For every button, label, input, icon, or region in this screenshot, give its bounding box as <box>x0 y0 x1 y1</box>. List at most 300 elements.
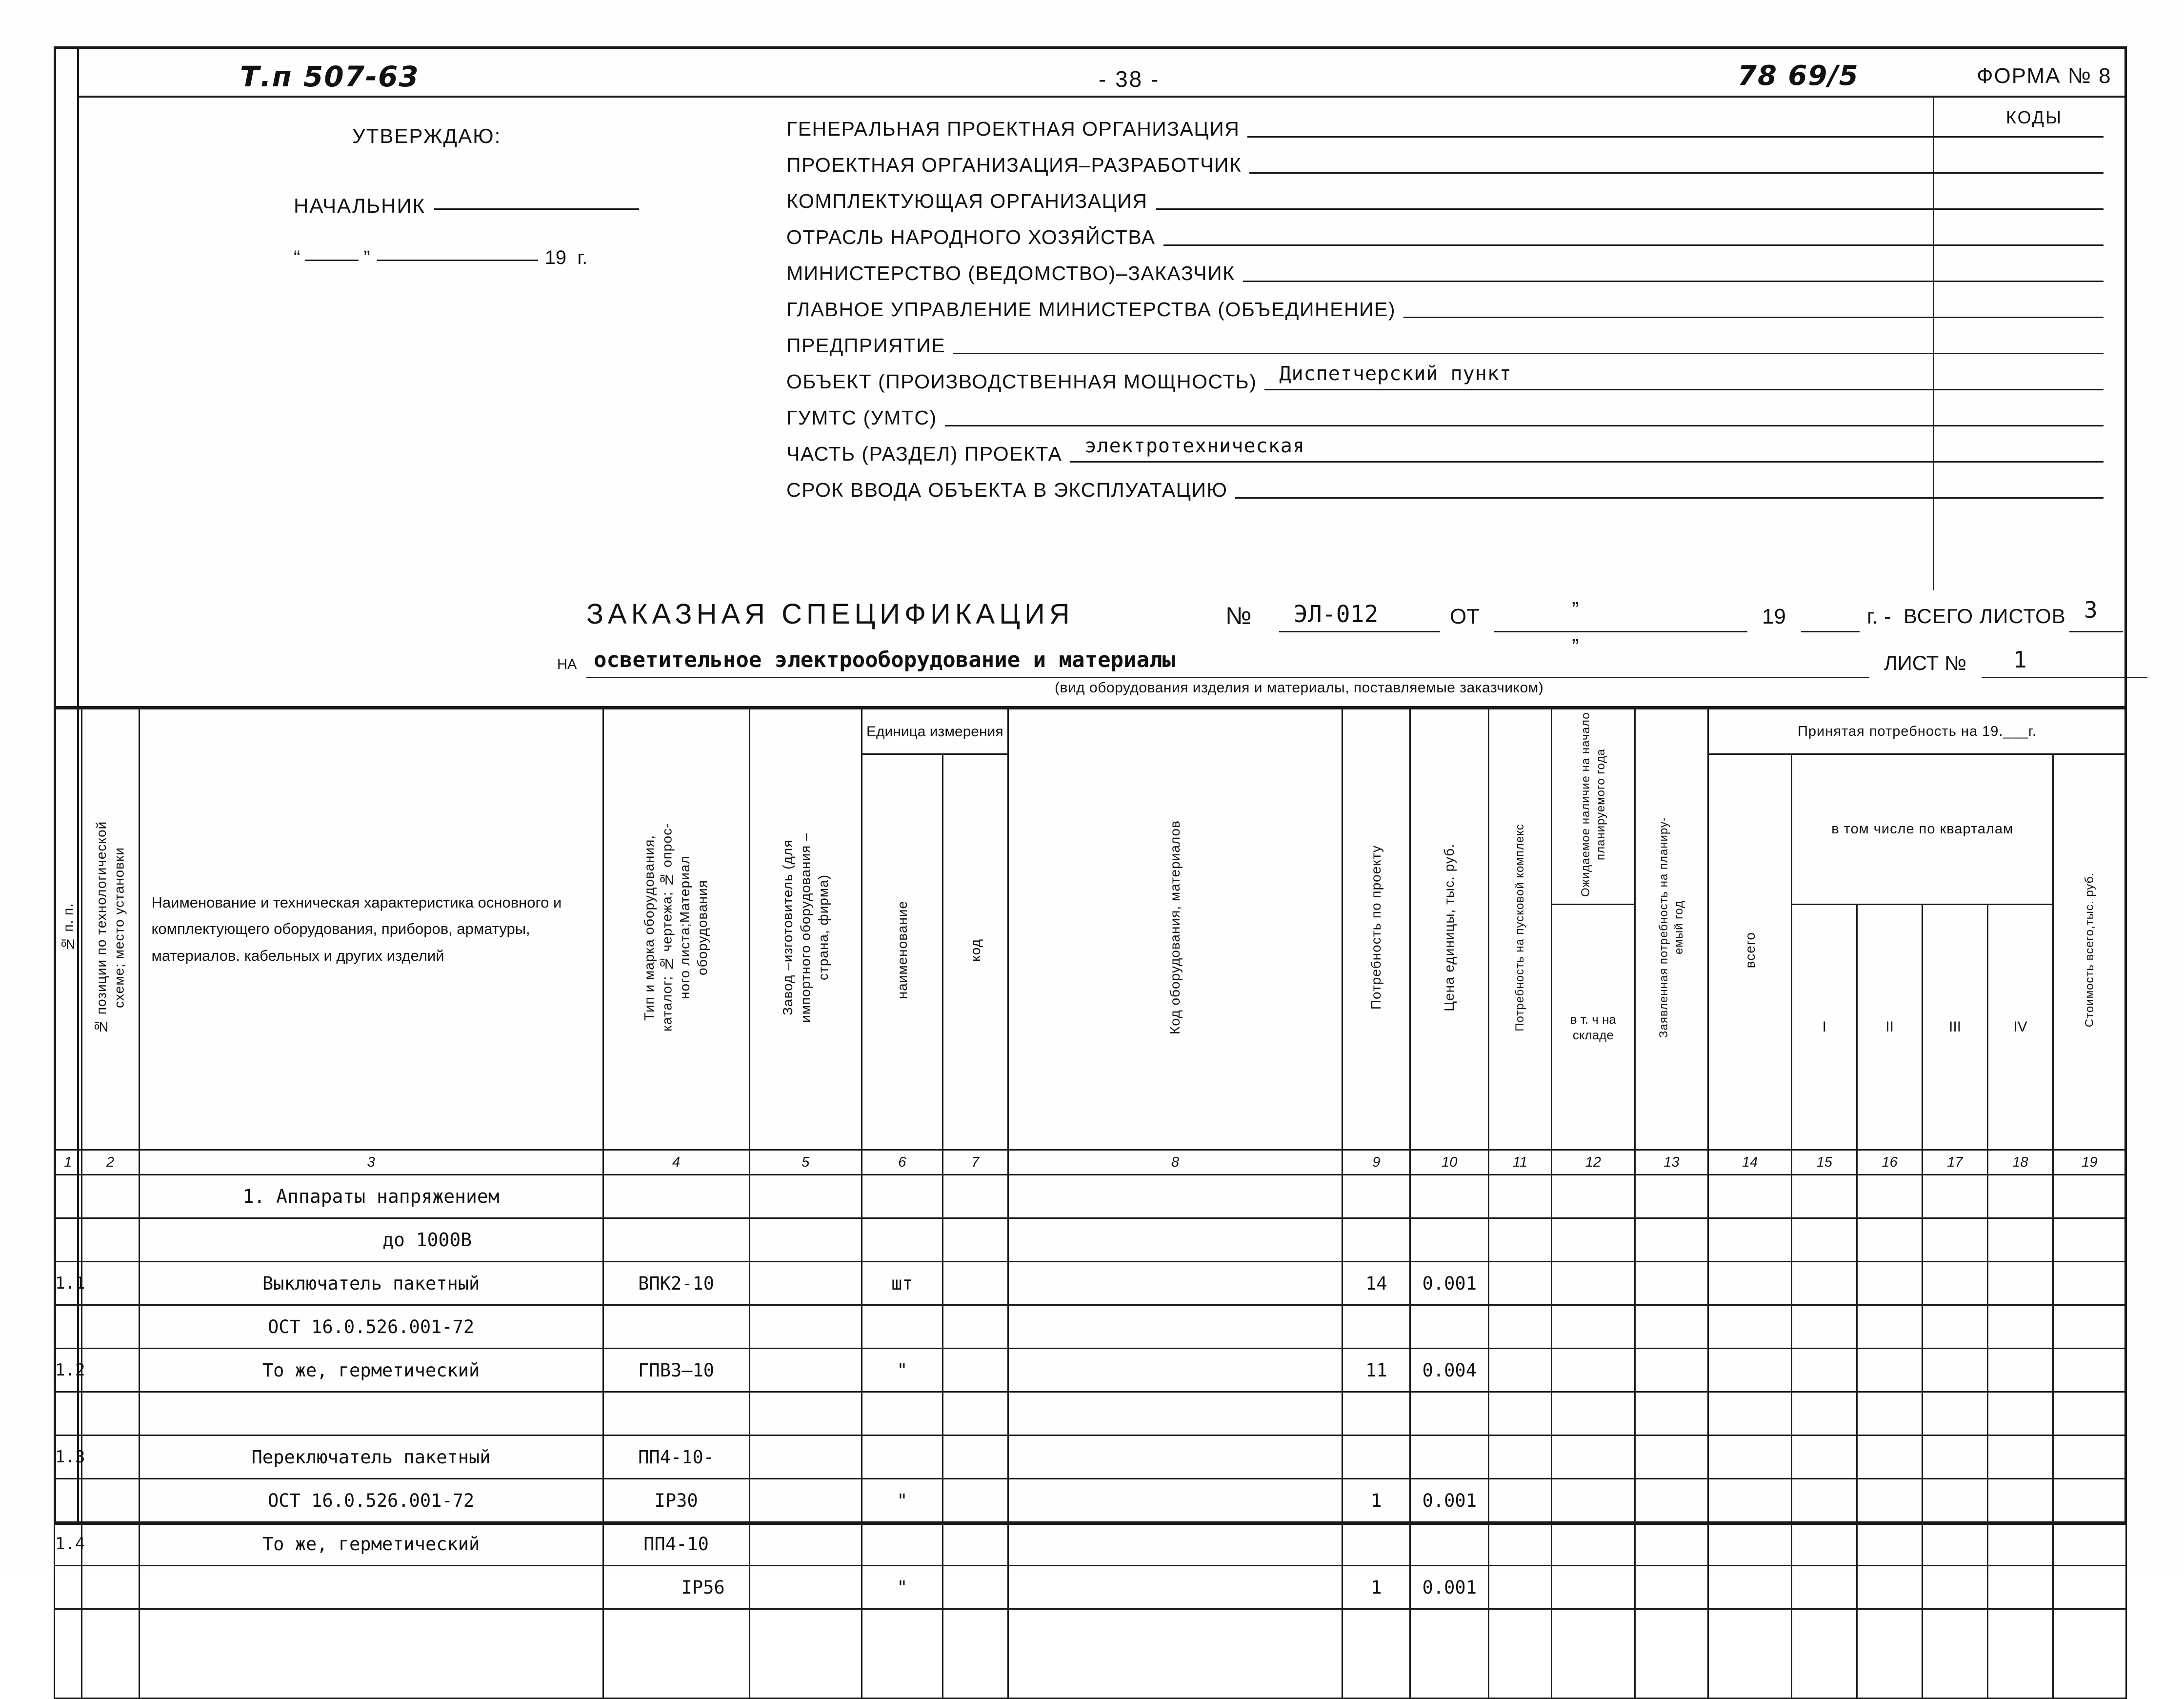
table-row-continuation <box>55 1305 2126 1349</box>
row-name-line2: ОСТ 16.0.526.001-72 <box>139 1479 603 1522</box>
header-col-7: код <box>942 754 1008 1150</box>
q4-cell <box>1988 1479 2053 1522</box>
unit-name-cell <box>862 1609 942 1699</box>
row-type-line2: IP30 <box>603 1479 749 1522</box>
accepted-total-cell <box>1708 1175 1792 1218</box>
startup-need-cell <box>1489 1305 1552 1349</box>
header-quarter-4: IV <box>1988 905 2053 1150</box>
price-cell <box>1410 1609 1489 1699</box>
top-header-row <box>79 46 2127 98</box>
q1-cell <box>1792 1175 1857 1218</box>
page-number: - 38 - <box>1099 66 1160 92</box>
pos-cell <box>81 1262 139 1305</box>
sheet-number-value: 1 <box>2013 647 2027 673</box>
cost-cell <box>2053 1175 2126 1218</box>
q3-cell <box>1923 1349 1988 1392</box>
table-row <box>55 1522 2126 1566</box>
specification-number-value: ЭЛ-012 <box>1294 601 1379 628</box>
org-line-rule[interactable] <box>1249 172 2104 174</box>
expected-stock-cell <box>1551 1436 1635 1479</box>
month-rule <box>377 260 538 261</box>
quote-open: “ <box>294 247 301 268</box>
accepted-total-cell <box>1708 1522 1792 1566</box>
q1-cell <box>1792 1566 1857 1609</box>
section-title-row-2 <box>55 1218 2126 1262</box>
header-quarter-3: III <box>1923 905 1988 1150</box>
row-name-line1: Переключатель пакетный <box>139 1436 603 1479</box>
q3-cell <box>1923 1609 1988 1699</box>
chief-line <box>294 194 699 218</box>
colnum-9: 9 <box>1342 1150 1410 1175</box>
cost-cell <box>2053 1436 2126 1479</box>
table-row <box>55 1262 2126 1305</box>
equipment-code-cell <box>1008 1218 1342 1262</box>
org-line-rule[interactable] <box>1156 208 2104 210</box>
cost-cell <box>2053 1479 2126 1522</box>
expected-stock-cell <box>1551 1349 1635 1392</box>
specification-year: 19 <box>1762 605 1786 628</box>
row-type-line1: ПП4-10- <box>603 1436 749 1479</box>
q2-cell <box>1857 1262 1923 1305</box>
maker-cell <box>749 1436 862 1479</box>
row-qty: 1 <box>1342 1479 1410 1522</box>
name-cell <box>139 1392 603 1436</box>
header-col-10: Цена единицы, тыс. руб. <box>1410 709 1489 1150</box>
header-col-12: Ожидаемое наличие на начало планируемого года <box>1551 709 1635 905</box>
maker-cell <box>749 1218 862 1262</box>
org-line-row <box>786 107 2104 143</box>
declared-need-cell <box>1635 1218 1708 1262</box>
header-col-11: Потребность на пусковой комплекс <box>1489 709 1552 1150</box>
row-type-line2: IP56 <box>603 1566 749 1609</box>
table-row-continuation <box>55 1479 2126 1522</box>
row-name-line1: Выключатель пакетный <box>139 1262 603 1305</box>
q2-cell <box>1857 1522 1923 1566</box>
approval-year: 19 <box>544 247 567 268</box>
unit-name-cell <box>862 1305 942 1349</box>
specification-title-block <box>79 593 2127 705</box>
rownum-cell <box>55 1479 82 1522</box>
row-name-line1: То же, герметический <box>139 1522 603 1566</box>
codes-label: КОДЫ <box>2006 107 2063 127</box>
colnum-13: 13 <box>1635 1150 1708 1175</box>
maker-cell <box>749 1349 862 1392</box>
declared-need-cell <box>1635 1436 1708 1479</box>
q2-cell <box>1857 1566 1923 1609</box>
accepted-total-cell <box>1708 1566 1792 1609</box>
equipment-code-cell <box>1008 1305 1342 1349</box>
startup-need-cell <box>1489 1349 1552 1392</box>
unit-code-cell <box>942 1349 1008 1392</box>
total-sheets-label: ВСЕГО ЛИСТОВ <box>1903 605 2066 627</box>
q3-cell <box>1923 1436 1988 1479</box>
cost-cell <box>2053 1218 2126 1262</box>
q3-cell <box>1923 1522 1988 1566</box>
declared-need-cell <box>1635 1479 1708 1522</box>
rownum-cell <box>55 1566 82 1609</box>
q4-cell <box>1988 1218 2053 1262</box>
qty-cell <box>1342 1175 1410 1218</box>
price-cell <box>1410 1392 1489 1436</box>
row-price: 0.004 <box>1410 1349 1489 1392</box>
maker-cell <box>749 1305 862 1349</box>
header-col-1: № п. п. <box>55 709 82 1150</box>
org-line-label: ОБЪЕКТ (ПРОИЗВОДСТВЕННАЯ МОЩНОСТЬ) <box>786 370 1257 393</box>
specification-year-rule[interactable] <box>1801 631 1860 632</box>
form-number: ФОРМА № 8 <box>1977 64 2112 88</box>
cost-cell <box>2053 1305 2126 1349</box>
unit-code-cell <box>942 1175 1008 1218</box>
org-line-label: КОМПЛЕКТУЮЩАЯ ОРГАНИЗАЦИЯ <box>786 190 1148 212</box>
q3-cell <box>1923 1262 1988 1305</box>
row-number: 1.3 <box>55 1436 82 1479</box>
header-col-8: Код оборудования, материалов <box>1008 709 1342 1150</box>
row-name-line2 <box>139 1566 603 1609</box>
startup-need-cell <box>1489 1522 1552 1566</box>
org-line-rule[interactable] <box>1247 136 2104 138</box>
typical-project-code: Т.п 507-63 <box>240 60 420 93</box>
row-type-line1: ПП4-10 <box>603 1522 749 1566</box>
org-line-label: МИНИСТЕРСТВО (ВЕДОМСТВО)–ЗАКАЗЧИК <box>786 262 1235 284</box>
row-unit: " <box>862 1349 942 1392</box>
specification-table <box>54 706 2127 1598</box>
price-cell <box>1410 1175 1489 1218</box>
header-col-13: Заявленная потребность на планируемый год <box>1635 709 1708 1150</box>
approval-title: УТВЕРЖДАЮ: <box>352 124 501 147</box>
rownum-cell <box>55 1392 82 1436</box>
total-sheets-rule <box>2069 631 2123 632</box>
unit-code-cell <box>942 1566 1008 1609</box>
org-line-row <box>786 324 2104 360</box>
org-line-rule[interactable] <box>1235 497 2104 499</box>
date-quote-close: ” <box>1572 635 1579 659</box>
q3-cell <box>1923 1566 1988 1609</box>
price-cell <box>1410 1305 1489 1349</box>
org-line-label: ГУМТС (УМТС) <box>786 406 937 429</box>
q4-cell <box>1988 1305 2053 1349</box>
declared-need-cell <box>1635 1305 1708 1349</box>
table-row <box>55 1436 2126 1479</box>
header-quarters-group: в том числе по кварталам <box>1792 754 2053 905</box>
sheet-number-label: ЛИСТ № <box>1884 651 1967 674</box>
declared-need-cell <box>1635 1262 1708 1305</box>
declared-need-cell <box>1635 1522 1708 1566</box>
equipment-code-cell <box>1008 1436 1342 1479</box>
equipment-code-cell <box>1008 1392 1342 1436</box>
row-unit: " <box>862 1479 942 1522</box>
unit-code-cell <box>942 1479 1008 1522</box>
header-unit-group: Единица измерения <box>862 709 1008 754</box>
q1-cell <box>1792 1218 1857 1262</box>
q4-cell <box>1988 1392 2053 1436</box>
org-line-row <box>786 468 2104 505</box>
table-header-row <box>55 709 2126 754</box>
declared-need-cell <box>1635 1175 1708 1218</box>
row-unit: шт <box>862 1262 942 1305</box>
org-line-rule[interactable] <box>945 425 2104 426</box>
row-number: 1.1 <box>55 1262 82 1305</box>
row-qty: 11 <box>1342 1349 1410 1392</box>
name-cell <box>139 1609 603 1699</box>
type-cell <box>603 1218 749 1262</box>
row-price: 0.001 <box>1410 1479 1489 1522</box>
chief-signature-rule <box>434 208 639 210</box>
accepted-total-cell <box>1708 1436 1792 1479</box>
q1-cell <box>1792 1392 1857 1436</box>
equipment-code-cell <box>1008 1262 1342 1305</box>
declared-need-cell <box>1635 1609 1708 1699</box>
maker-cell <box>749 1175 862 1218</box>
expected-stock-cell <box>1551 1609 1635 1699</box>
q3-cell <box>1923 1479 1988 1522</box>
unit-name-cell <box>862 1175 942 1218</box>
startup-need-cell <box>1489 1392 1552 1436</box>
chief-label: НАЧАЛЬНИК <box>294 194 426 217</box>
header-quarter-2: II <box>1857 905 1923 1150</box>
table-column-numbers-row <box>55 1150 2126 1175</box>
row-price: 0.001 <box>1410 1262 1489 1305</box>
expected-stock-cell <box>1551 1218 1635 1262</box>
quote-close: ” <box>363 247 370 268</box>
org-line-rule[interactable] <box>1070 435 2104 463</box>
startup-need-cell <box>1489 1609 1552 1699</box>
colnum-2: 2 <box>81 1150 139 1175</box>
org-line-rule[interactable] <box>1264 363 2104 390</box>
total-sheets-value: 3 <box>2084 597 2098 623</box>
price-cell <box>1410 1522 1489 1566</box>
type-cell <box>603 1392 749 1436</box>
colnum-15: 15 <box>1792 1150 1857 1175</box>
specification-number-rule <box>1279 631 1440 632</box>
colnum-8: 8 <box>1008 1150 1342 1175</box>
unit-name-cell <box>862 1436 942 1479</box>
row-price: 0.001 <box>1410 1566 1489 1609</box>
price-cell <box>1410 1436 1489 1479</box>
cost-cell <box>2053 1566 2126 1609</box>
equipment-code-cell <box>1008 1349 1342 1392</box>
pos-cell <box>81 1392 139 1436</box>
org-line-row <box>786 143 2104 180</box>
expected-stock-cell <box>1551 1175 1635 1218</box>
startup-need-cell <box>1489 1262 1552 1305</box>
maker-cell <box>749 1392 862 1436</box>
section-title-row-1 <box>55 1175 2126 1218</box>
rownum-cell <box>55 1175 82 1218</box>
q1-cell <box>1792 1609 1857 1699</box>
section-title-line-1: 1. Аппараты напряжением <box>139 1175 603 1218</box>
q4-cell <box>1988 1522 2053 1566</box>
sheet-number-rule <box>1982 677 2147 678</box>
colnum-12: 12 <box>1551 1150 1635 1175</box>
header-col-4: Тип и марка оборудования, каталог; № чертежа; № опросного листа;Материал оборудования <box>603 709 749 1150</box>
startup-need-cell <box>1489 1479 1552 1522</box>
row-type-line1: ГПВЗ–10 <box>603 1349 749 1392</box>
equipment-code-cell <box>1008 1479 1342 1522</box>
maker-cell <box>749 1522 862 1566</box>
q3-cell <box>1923 1218 1988 1262</box>
year-suffix-label: г. - <box>1867 605 1891 628</box>
equipment-code-cell <box>1008 1522 1342 1566</box>
org-line-label: ПРОЕКТНАЯ ОРГАНИЗАЦИЯ–РАЗРАБОТЧИК <box>786 154 1242 176</box>
pos-cell <box>81 1175 139 1218</box>
row-qty: 1 <box>1342 1566 1410 1609</box>
unit-code-cell <box>942 1305 1008 1349</box>
q2-cell <box>1857 1392 1923 1436</box>
org-line-label: ОТРАСЛЬ НАРОДНОГО ХОЗЯЙСТВА <box>786 226 1156 248</box>
rownum-cell <box>55 1218 82 1262</box>
accepted-total-cell <box>1708 1218 1792 1262</box>
header-col-19: Стоимость всего,тыс. руб. <box>2053 754 2126 1150</box>
q4-cell <box>1988 1436 2053 1479</box>
q2-cell <box>1857 1218 1923 1262</box>
header-col-6: наименование <box>862 754 942 1150</box>
row-type-line1: ВПК2-10 <box>603 1262 749 1305</box>
row-number: 1.4 <box>55 1522 82 1566</box>
unit-code-cell <box>942 1522 1008 1566</box>
colnum-17: 17 <box>1923 1150 1988 1175</box>
type-cell <box>603 1175 749 1218</box>
colnum-14: 14 <box>1708 1150 1792 1175</box>
rownum-cell <box>55 1609 82 1699</box>
org-line-row <box>786 252 2104 288</box>
pos-cell <box>81 1522 139 1566</box>
accepted-total-cell <box>1708 1392 1792 1436</box>
subject-value: осветительное электрооборудование и материалы <box>594 647 1176 672</box>
declared-need-cell <box>1635 1392 1708 1436</box>
q3-cell <box>1923 1305 1988 1349</box>
row-qty: 14 <box>1342 1262 1410 1305</box>
org-line-row <box>786 396 2104 432</box>
pos-cell <box>81 1305 139 1349</box>
organization-lines <box>786 107 2104 505</box>
date-quote-open: ” <box>1572 598 1579 622</box>
pos-cell <box>81 1436 139 1479</box>
approval-date-line <box>294 247 699 269</box>
qty-cell <box>1342 1609 1410 1699</box>
price-cell <box>1410 1218 1489 1262</box>
header-quarter-1: I <box>1792 905 1857 1150</box>
org-line-rule[interactable] <box>953 353 2104 354</box>
expected-stock-cell <box>1551 1305 1635 1349</box>
colnum-7: 7 <box>942 1150 1008 1175</box>
unit-code-cell <box>942 1392 1008 1436</box>
cost-cell <box>2053 1522 2126 1566</box>
q1-cell <box>1792 1522 1857 1566</box>
specification-title: ЗАКАЗНАЯ СПЕЦИФИКАЦИЯ <box>586 598 1074 630</box>
org-line-value: электротехническая <box>1084 435 1305 457</box>
cost-cell <box>2053 1609 2126 1699</box>
q2-cell <box>1857 1349 1923 1392</box>
row-name-line2: ОСТ 16.0.526.001-72 <box>139 1305 603 1349</box>
declared-need-cell <box>1635 1566 1708 1609</box>
colnum-4: 4 <box>603 1150 749 1175</box>
q4-cell <box>1988 1175 2053 1218</box>
q1-cell <box>1792 1349 1857 1392</box>
qty-cell <box>1342 1522 1410 1566</box>
cost-cell <box>2053 1349 2126 1392</box>
org-line-label: ГЕНЕРАЛЬНАЯ ПРОЕКТНАЯ ОРГАНИЗАЦИЯ <box>786 118 1240 140</box>
startup-need-cell <box>1489 1218 1552 1262</box>
table-row-spacer <box>55 1392 2126 1436</box>
q2-cell <box>1857 1609 1923 1699</box>
qty-cell <box>1342 1392 1410 1436</box>
org-line-label: СРОК ВВОДА ОБЪЕКТА В ЭКСПЛУАТАЦИЮ <box>786 479 1228 501</box>
qty-cell <box>1342 1436 1410 1479</box>
approval-block <box>138 124 699 269</box>
colnum-16: 16 <box>1857 1150 1923 1175</box>
qty-cell <box>1342 1305 1410 1349</box>
maker-cell <box>749 1609 862 1699</box>
subject-rule <box>586 677 1869 678</box>
q4-cell <box>1988 1566 2053 1609</box>
header-col-12b: в т. ч на складе <box>1551 905 1635 1150</box>
org-line-rule[interactable] <box>1243 281 2104 282</box>
colnum-3: 3 <box>139 1150 603 1175</box>
q2-cell <box>1857 1305 1923 1349</box>
unit-code-cell <box>942 1262 1008 1305</box>
subject-note: (вид оборудования изделия и материалы, поставляемые заказчиком) <box>1055 680 1544 696</box>
unit-code-cell <box>942 1436 1008 1479</box>
org-line-label: ПРЕДПРИЯТИЕ <box>786 334 946 357</box>
from-date-rule[interactable] <box>1494 631 1747 632</box>
expected-stock-cell <box>1551 1479 1635 1522</box>
startup-need-cell <box>1489 1566 1552 1609</box>
header-col-2: № позиции по технологической схеме; место установки <box>81 709 139 1150</box>
unit-code-cell <box>942 1609 1008 1699</box>
equipment-code-cell <box>1008 1609 1342 1699</box>
unit-code-cell <box>942 1218 1008 1262</box>
accepted-total-cell <box>1708 1349 1792 1392</box>
org-line-rule[interactable] <box>1163 244 2104 246</box>
pos-cell <box>81 1479 139 1522</box>
q1-cell <box>1792 1305 1857 1349</box>
q2-cell <box>1857 1479 1923 1522</box>
table-row <box>55 1349 2126 1392</box>
q3-cell <box>1923 1392 1988 1436</box>
colnum-6: 6 <box>862 1150 942 1175</box>
maker-cell <box>749 1566 862 1609</box>
colnum-18: 18 <box>1988 1150 2053 1175</box>
colnum-11: 11 <box>1489 1150 1552 1175</box>
q1-cell <box>1792 1262 1857 1305</box>
cost-cell <box>2053 1392 2126 1436</box>
equipment-code-cell <box>1008 1175 1342 1218</box>
header-col-14: всего <box>1708 754 1792 1150</box>
colnum-1: 1 <box>55 1150 82 1175</box>
row-number: 1.2 <box>55 1349 82 1392</box>
startup-need-cell <box>1489 1436 1552 1479</box>
pos-cell <box>81 1349 139 1392</box>
expected-stock-cell <box>1551 1392 1635 1436</box>
org-line-label: ГЛАВНОЕ УПРАВЛЕНИЕ МИНИСТЕРСТВА (ОБЪЕДИНЕНИЕ) <box>786 298 1396 321</box>
unit-name-cell <box>862 1218 942 1262</box>
header-col-9: Потребность по проекту <box>1342 709 1410 1150</box>
equipment-code-cell <box>1008 1566 1342 1609</box>
org-line-row <box>786 432 2104 468</box>
org-line-rule[interactable] <box>1403 317 2104 318</box>
colnum-10: 10 <box>1410 1150 1489 1175</box>
q3-cell <box>1923 1175 1988 1218</box>
header-col-5: Завод –изготовитель (для импортного оборудования –страна, фирма) <box>749 709 862 1150</box>
org-line-row <box>786 288 2104 324</box>
accepted-total-cell <box>1708 1305 1792 1349</box>
qty-cell <box>1342 1218 1410 1262</box>
colnum-19: 19 <box>2053 1150 2126 1175</box>
subject-label: на <box>557 650 577 673</box>
expected-stock-cell <box>1551 1566 1635 1609</box>
table-row-continuation <box>55 1566 2126 1609</box>
colnum-5: 5 <box>749 1150 862 1175</box>
